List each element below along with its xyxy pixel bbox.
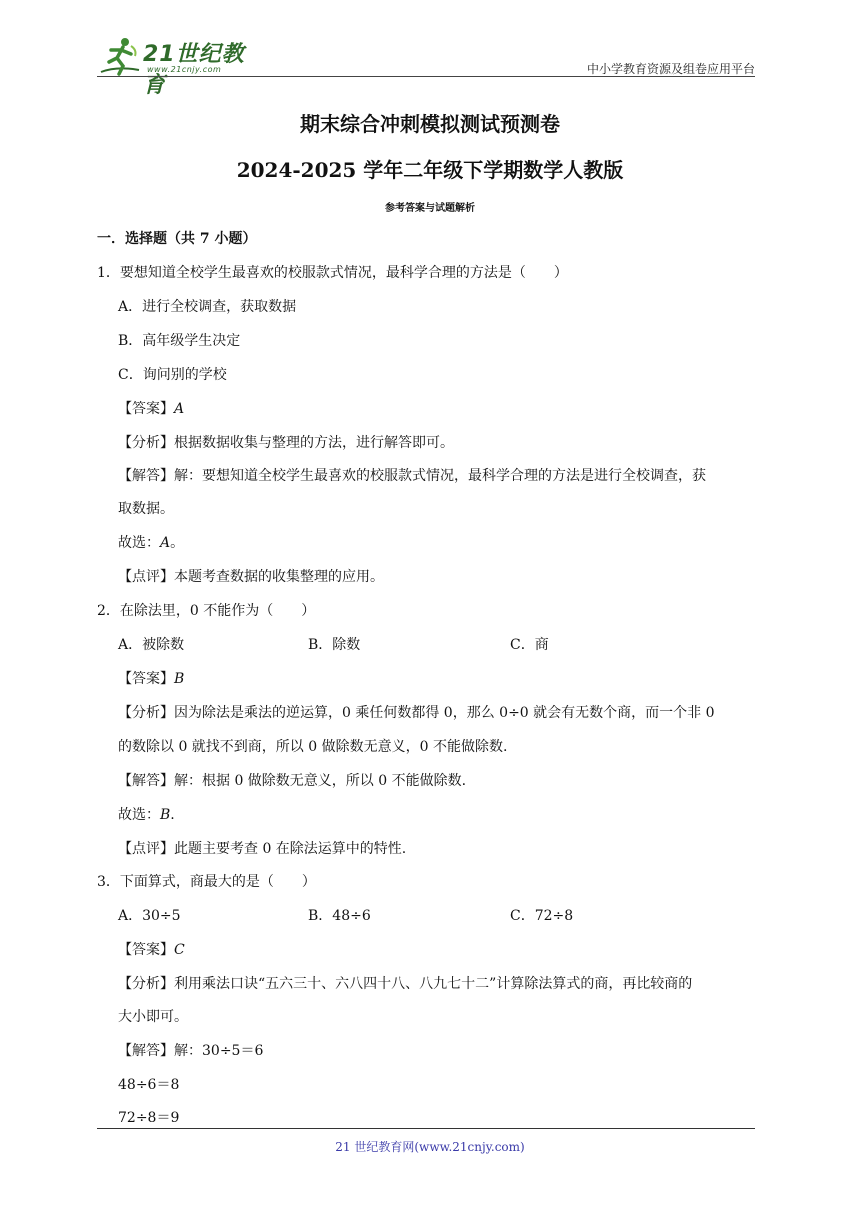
q1-stem: 1．要想知道全校学生最喜欢的校服款式情况，最科学合理的方法是（ ） <box>97 265 568 281</box>
q2-solution <box>118 772 466 790</box>
q3-option-c: C．72÷8 <box>510 908 574 924</box>
q1-solution-cont: 取数据。 <box>118 501 174 517</box>
page-title: 期末综合冲刺模拟测试预测卷 <box>300 112 560 136</box>
q2-option-b: B．除数 <box>308 637 361 653</box>
answer-value: C <box>174 942 185 958</box>
page-header <box>97 28 755 98</box>
solution-text: 解：根据 0 做除数无意义，所以 0 不能做除数. <box>174 773 467 789</box>
choice-prefix: 故选： <box>118 807 160 823</box>
q1-choice <box>118 534 184 552</box>
platform-name: 中小学教育资源及组卷应用平台 <box>586 62 755 76</box>
choice-value: A <box>160 535 171 551</box>
logo-wordmark: 21世纪教育 <box>143 42 245 98</box>
q3-option-b: B．48÷6 <box>308 908 371 924</box>
solution-tag: 【解答】 <box>118 1043 174 1059</box>
choice-value: B <box>160 807 171 823</box>
analysis-text: 因为除法是乘法的逆运算，0 乘任何数都得 0，那么 0÷0 就会有无数个商，而一个非 0 <box>174 705 715 721</box>
answer-tag: 【答案】 <box>118 401 174 417</box>
analysis-tag: 【分析】 <box>118 976 174 992</box>
analysis-tag: 【分析】 <box>118 435 174 451</box>
solution-tag: 【解答】 <box>118 468 174 484</box>
q1-option-a: A．进行全校调查，获取数据 <box>118 299 297 315</box>
answer-tag: 【答案】 <box>118 942 174 958</box>
comment-tag: 【点评】 <box>118 569 174 585</box>
footer-divider <box>97 1128 755 1129</box>
q3-analysis <box>118 975 692 993</box>
q1-answer <box>118 400 184 418</box>
q2-stem: 2．在除法里，0 不能作为（ ） <box>97 603 316 619</box>
q2-analysis-cont: 的数除以 0 就找不到商，所以 0 做除数无意义，0 不能做除数. <box>118 739 508 755</box>
analysis-text: 根据数据收集与整理的方法，进行解答即可。 <box>174 435 454 451</box>
q3-calc-2: 48÷6＝8 <box>118 1077 180 1093</box>
q2-option-c: C．商 <box>510 637 549 653</box>
logo-url: www.21cnjy.com <box>147 65 222 74</box>
runner-logo-icon <box>97 36 143 78</box>
choice-suffix: . <box>170 807 175 823</box>
comment-text: 此题主要考查 0 在除法运算中的特性. <box>174 841 407 857</box>
q2-analysis <box>118 704 715 722</box>
q2-comment <box>118 840 406 858</box>
footer-link[interactable]: 21 世纪教育网(www.21cnjy.com) <box>335 1140 525 1154</box>
q2-answer <box>118 670 184 688</box>
solution-tag: 【解答】 <box>118 773 174 789</box>
header-divider <box>97 76 755 77</box>
q1-comment <box>118 568 384 586</box>
solution-text: 解：30÷5＝6 <box>174 1043 264 1059</box>
choice-suffix: 。 <box>170 535 185 551</box>
q3-answer <box>118 941 185 959</box>
q3-calc-3: 72÷8＝9 <box>118 1110 180 1126</box>
q1-option-c: C．询问别的学校 <box>118 367 227 383</box>
comment-tag: 【点评】 <box>118 841 174 857</box>
brand-logo <box>97 36 267 98</box>
solution-text: 解：要想知道全校学生最喜欢的校服款式情况，最科学合理的方法是进行全校调查，获 <box>174 468 706 484</box>
q2-choice <box>118 806 175 824</box>
answer-value: B <box>174 671 185 687</box>
answer-key-label: 参考答案与试题解析 <box>385 203 475 214</box>
q3-solution <box>118 1042 263 1060</box>
answer-value: A <box>174 401 185 417</box>
comment-text: 本题考查数据的收集整理的应用。 <box>174 569 384 585</box>
answer-tag: 【答案】 <box>118 671 174 687</box>
q3-stem: 3．下面算式，商最大的是（ ） <box>97 874 316 890</box>
section-heading: 一．选择题（共 7 小题） <box>97 231 257 247</box>
q1-option-b: B．高年级学生决定 <box>118 333 241 349</box>
q3-analysis-cont: 大小即可。 <box>118 1009 188 1025</box>
q2-option-a: A．被除数 <box>118 637 185 653</box>
page-subtitle: 2024-2025 学年二年级下学期数学人教版 <box>236 158 624 182</box>
q1-analysis <box>118 434 454 452</box>
choice-prefix: 故选： <box>118 535 160 551</box>
analysis-text: 利用乘法口诀“五六三十、六八四十八、八九七十二”计算除法算式的商，再比较商的 <box>174 976 693 992</box>
analysis-tag: 【分析】 <box>118 705 174 721</box>
q1-solution <box>118 467 706 485</box>
q3-option-a: A．30÷5 <box>118 908 181 924</box>
